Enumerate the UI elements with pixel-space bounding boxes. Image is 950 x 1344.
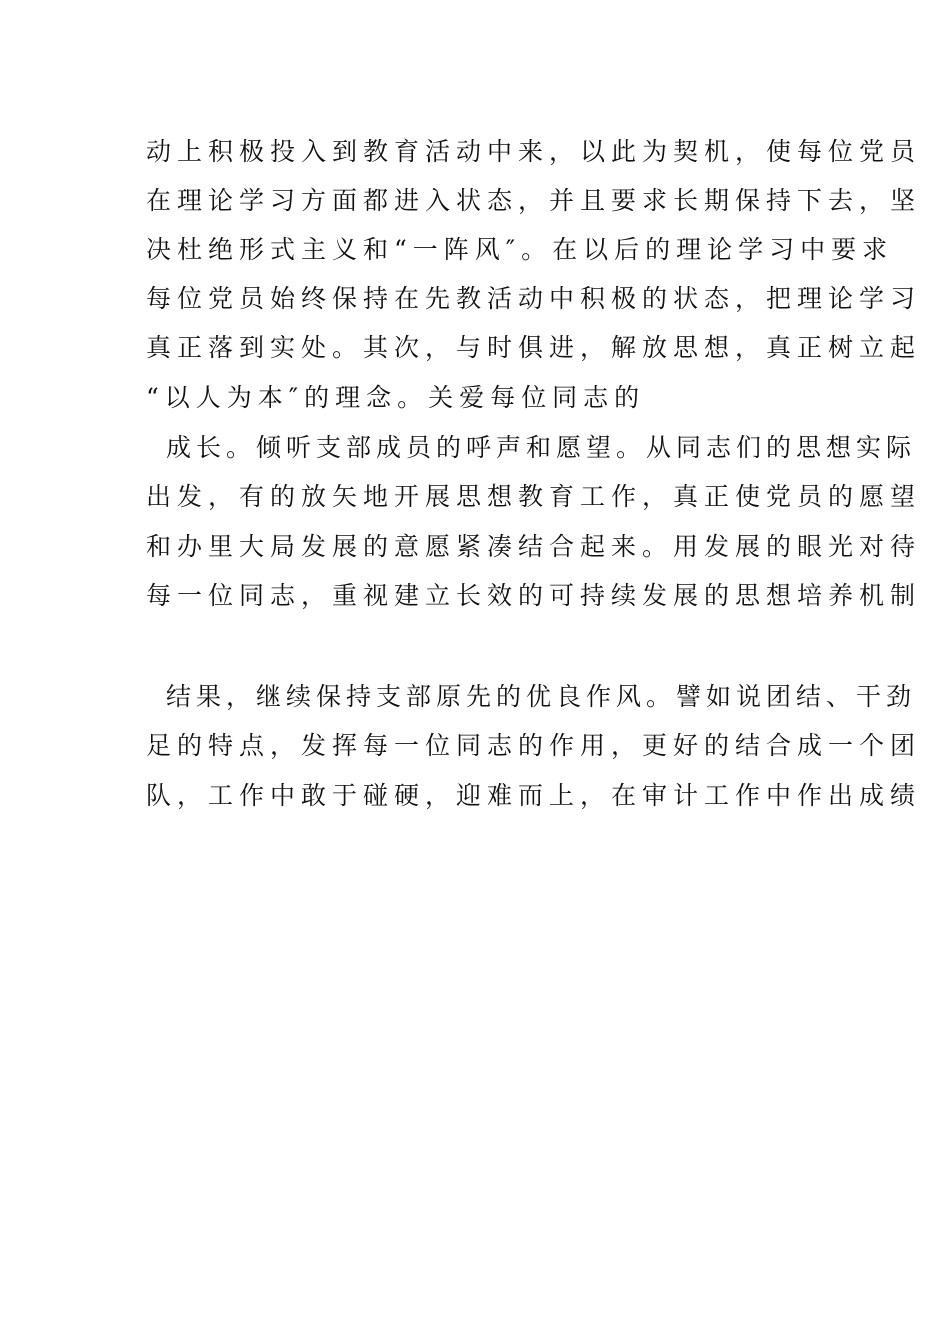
- text-line: 队，工作中敢于碰硬，迎难而上，在审计工作中作出成绩: [146, 781, 922, 810]
- text-line: 出发，有的放矢地开展思想教育工作，真正使党员的愿望: [146, 482, 922, 511]
- text-line: 动上积极投入到教育活动中来，以此为契机，使每位党员: [146, 137, 922, 166]
- text-line: 足的特点，发挥每一位同志的作用，更好的结合成一个团: [146, 731, 922, 760]
- text-line: 真正落到实处。其次，与时俱进，解放思想，真正树立起: [146, 333, 922, 362]
- text-line: 每一位同志，重视建立长效的可持续发展的思想培养机制: [146, 581, 922, 610]
- text-line: “以人为本″的理念。关爱每位同志的: [146, 383, 646, 412]
- text-line: 每位党员始终保持在先教活动中积极的状态，把理论学习: [146, 284, 922, 313]
- text-line: 和办里大局发展的意愿紧凑结合起来。用发展的眼光对待: [146, 532, 922, 561]
- text-line: 成长。倾听支部成员的呼声和愿望。从同志们的思想实际: [166, 433, 917, 462]
- text-line: 在理论学习方面都进入状态，并且要求长期保持下去，坚: [146, 186, 922, 215]
- text-line: 结果，继续保持支部原先的优良作风。譬如说团结、干劲: [166, 682, 917, 711]
- text-line: 决杜绝形式主义和“一阵风″。在以后的理论学习中要求: [146, 235, 894, 264]
